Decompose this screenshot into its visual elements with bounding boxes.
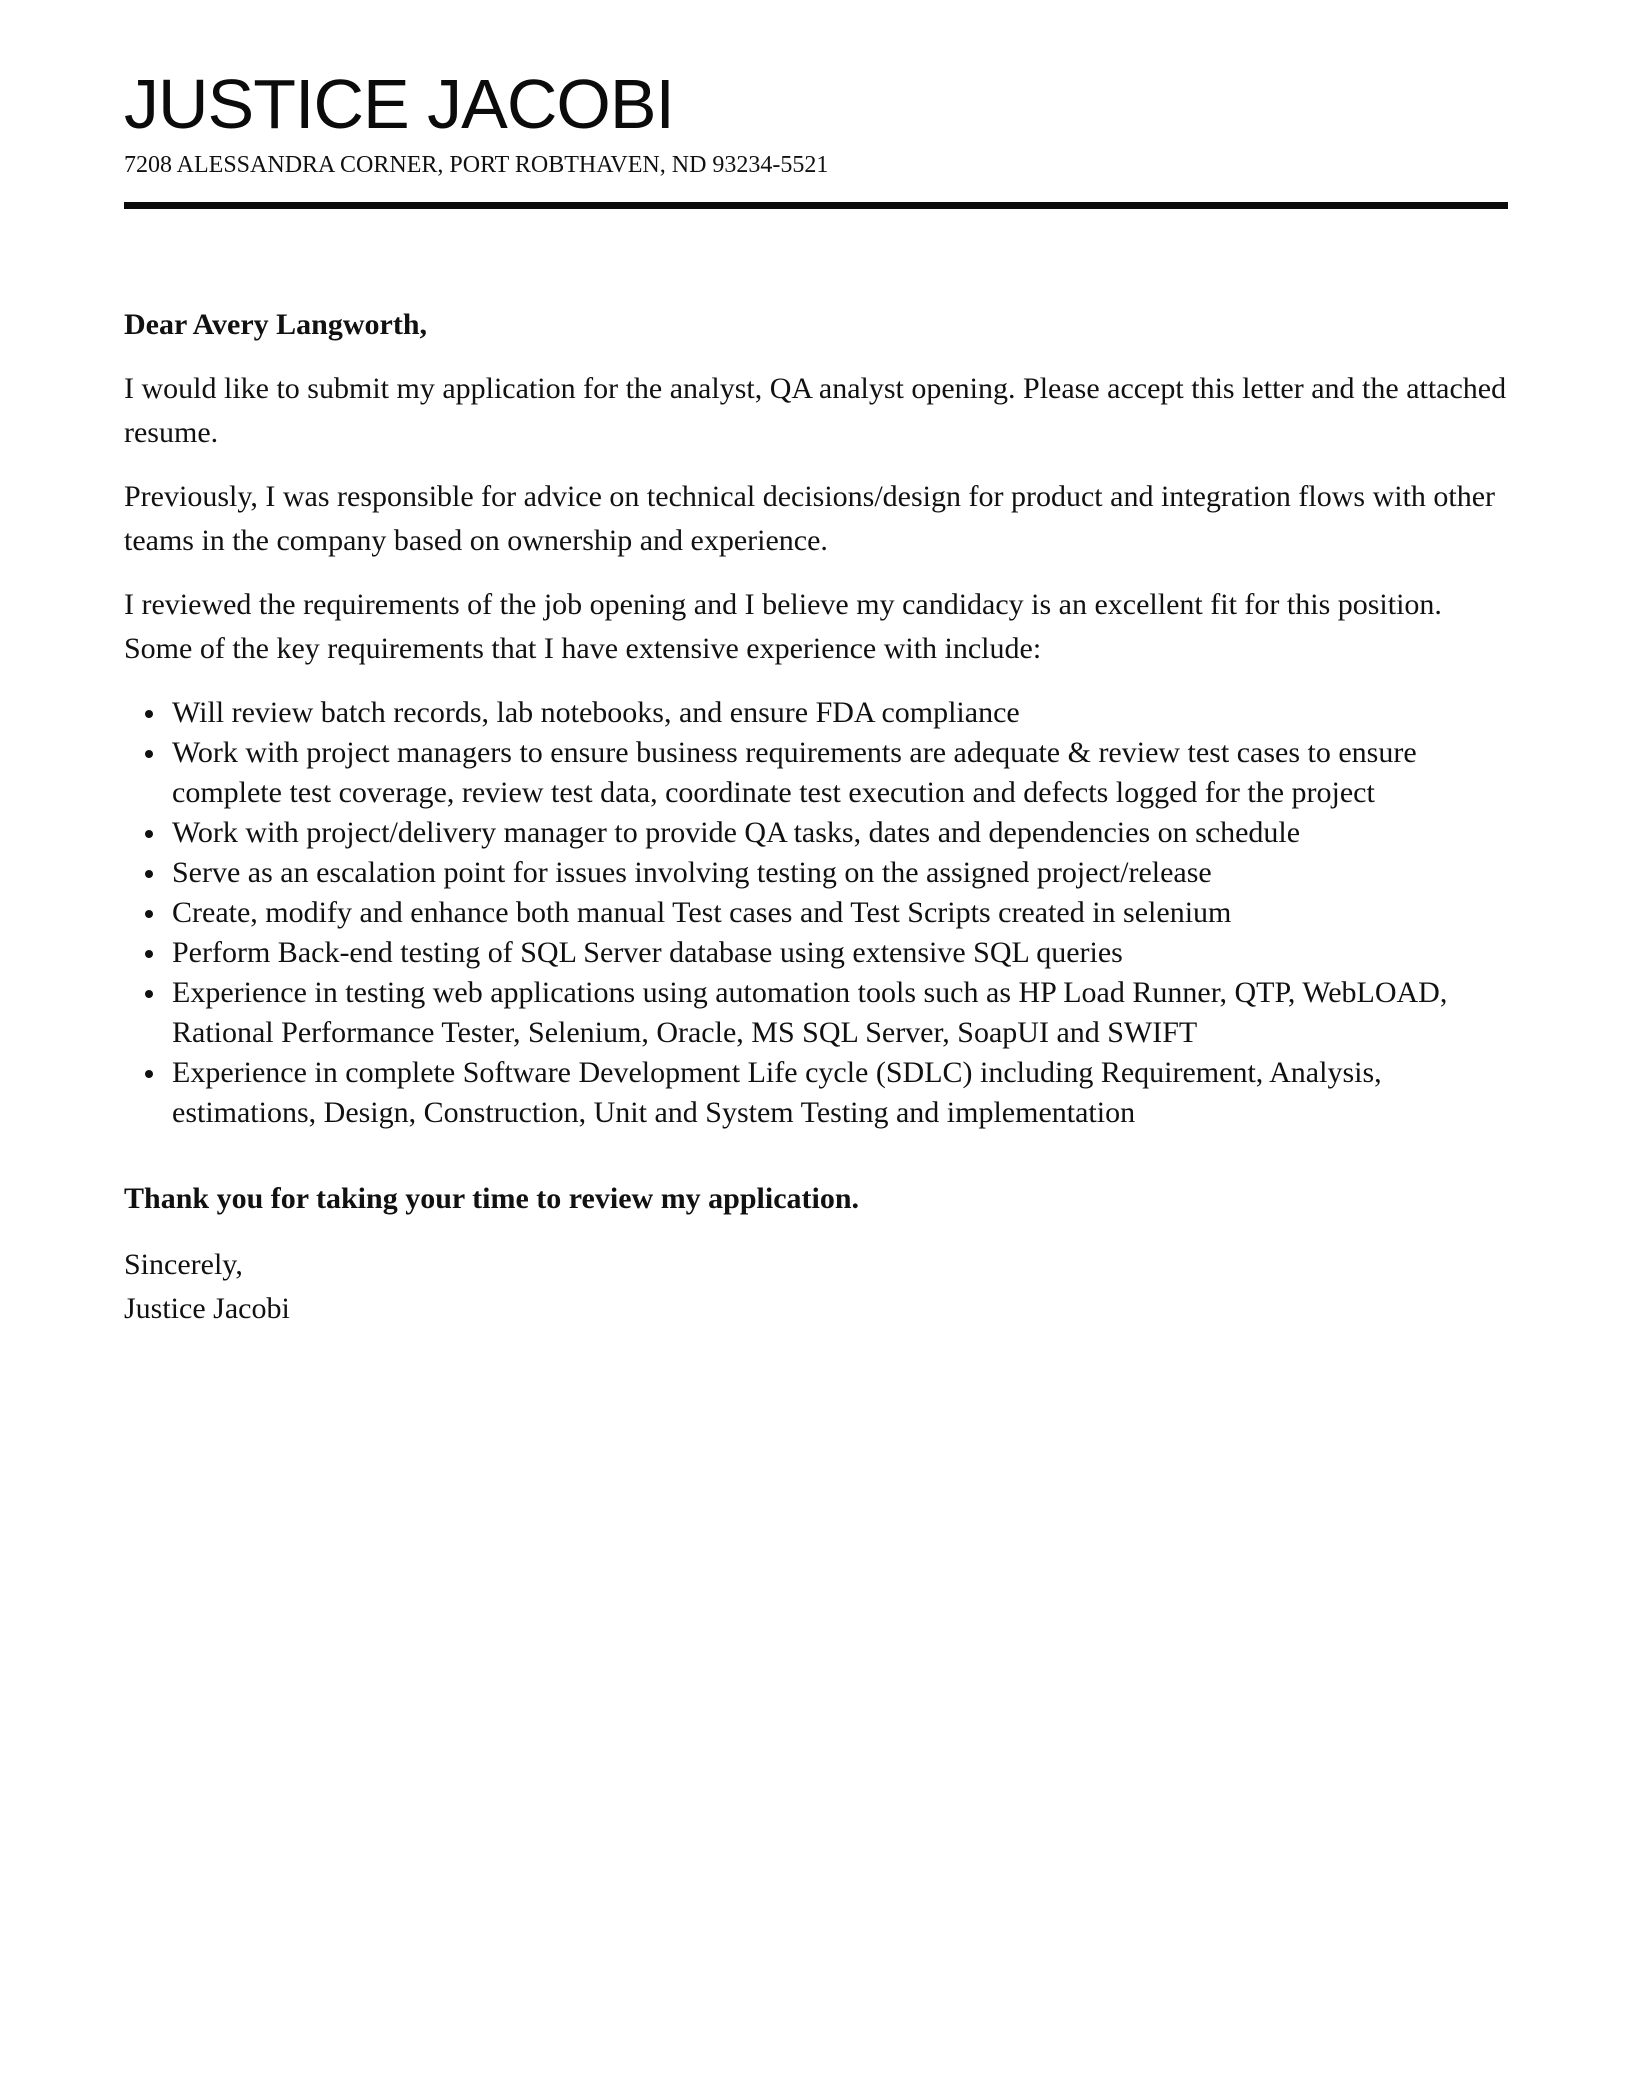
cover-letter-page [124, 64, 1508, 1331]
list-item: Experience in complete Software Development Life cycle (SDLC) including Requirement, Analysis, estimations, Design, Construction, Unit and System Testing and implementation [172, 1053, 1508, 1133]
closing: Sincerely, [124, 1248, 243, 1281]
intro-paragraph: I would like to submit my application for the analyst, QA analyst opening. Please accept this letter and the attached resume. [124, 372, 1507, 449]
list-item: Perform Back-end testing of SQL Server database using extensive SQL queries [172, 933, 1508, 973]
applicant-address: 7208 ALESSANDRA CORNER, PORT ROBTHAVEN, ND 93234-5521 [124, 152, 829, 178]
list-item: Work with project managers to ensure business requirements are adequate & review test cases to ensure complete test coverage, review test data, coordinate test execution and defects logged for the project [172, 733, 1508, 813]
requirements-paragraph: I reviewed the requirements of the job opening and I believe my candidacy is an excellent fit for this position. Some of the key requirements that I have extensive experience with include: [124, 588, 1442, 665]
list-item: Experience in testing web applications using automation tools such as HP Load Runner, QTP, WebLOAD, Rational Performance Tester, Selenium, Oracle, MS SQL Server, SoapUI and SWIFT [172, 973, 1508, 1053]
list-item: Serve as an escalation point for issues involving testing on the assigned project/release [172, 853, 1508, 893]
list-item: Create, modify and enhance both manual Test cases and Test Scripts created in selenium [172, 893, 1508, 933]
list-item: Will review batch records, lab notebooks, and ensure FDA compliance [172, 693, 1508, 733]
letter-body [124, 303, 1508, 1331]
applicant-name: JUSTICE JACOBI [124, 65, 674, 143]
salutation: Dear Avery Langworth, [124, 308, 428, 341]
thank-you-line: Thank you for taking your time to review my application. [124, 1182, 860, 1215]
requirements-list [124, 693, 1508, 1133]
experience-paragraph: Previously, I was responsible for advice on technical decisions/design for product and integration flows with other teams in the company based on ownership and experience. [124, 480, 1496, 557]
header-divider [124, 202, 1508, 209]
signature-name: Justice Jacobi [124, 1292, 290, 1325]
list-item: Work with project/delivery manager to provide QA tasks, dates and dependencies on schedule [172, 813, 1508, 853]
